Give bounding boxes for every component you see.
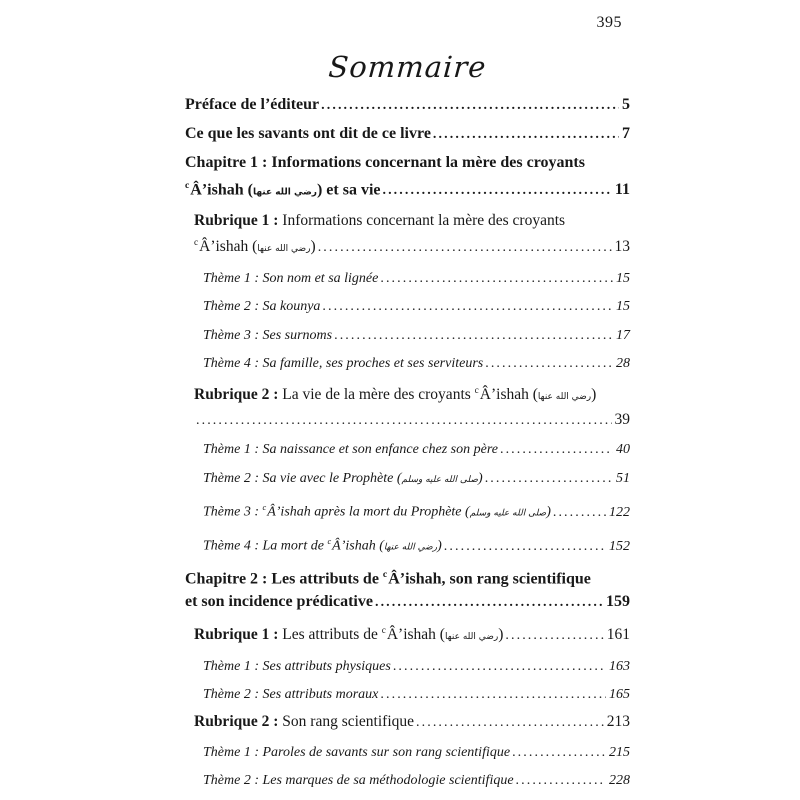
page-number: 28 [616,356,630,372]
transliteration-ayn: c [262,503,267,513]
page-number: 39 [614,410,630,428]
entry-text: Thème 1 : Paroles de savants sur son rang scientifique [203,744,511,760]
dot-leader [334,327,613,345]
entry-label: Rubrique 1 : [194,212,283,230]
entry-text: Informations concernant la mère des croyants [282,212,566,230]
toc-row [203,499,630,523]
toc-entry-text [203,298,320,316]
toc-row [185,123,630,145]
toc-entry-text [194,621,503,647]
toc-entry-text [203,270,378,288]
page-number: 213 [606,713,630,731]
entry-text: ) [478,470,483,486]
arabic-honorific: صلى الله عليه وسلم [401,474,479,485]
toc-row [203,744,630,762]
toc-row [185,175,630,203]
entry-text: ) [546,504,551,520]
entry-text: Â’ishah ( [386,626,445,644]
toc-entry-text [203,772,514,790]
toc-row [194,712,630,733]
entry-text: Thème 1 : Sa naissance et son enfance chez son père [203,442,498,458]
toc-entry-text [194,233,316,259]
page-number: 228 [609,773,630,789]
page-number: 13 [614,238,630,256]
entry-text: Â’ishah ( [479,386,538,404]
entry-text: ) [437,538,442,554]
toc-row [203,327,630,345]
page-number: 152 [609,538,630,554]
entry-text: Ce que les savants ont dit de ce livre [185,125,431,142]
entry-text: Les attributs de [282,626,382,644]
entry-text: Â’ishah ( [190,181,253,199]
dot-leader [512,744,606,762]
dot-leader [433,123,619,145]
toc-entry-text [185,123,431,144]
entry-text: Thème 1 : Son nom et sa lignée [203,270,379,286]
dot-leader [196,410,612,431]
entry-text: Thème 2 : Sa kounya [203,299,321,315]
page-number: 5 [622,96,630,113]
transliteration-ayn: c [327,537,332,547]
toc-entry-text [185,152,585,173]
toc-entry-text [203,441,498,459]
entry-text: ) et sa vie [316,181,381,199]
toc-row [185,564,630,589]
arabic-honorific: رضي الله عنها [252,187,317,198]
toc-row [194,381,630,407]
dot-leader [416,712,604,733]
dot-leader [322,298,613,316]
table-of-contents [185,94,630,790]
page-number: 15 [616,270,630,286]
toc-entry-text [185,94,319,115]
toc-entry-text [203,499,551,523]
toc-entry-text [203,744,510,762]
transliteration-ayn: c [474,386,479,397]
toc-row [203,441,630,459]
toc-entry-text [203,686,378,704]
transliteration-ayn: c [185,180,190,191]
dot-leader [444,538,606,556]
entry-text: Thème 1 : Ses attributs physiques [203,658,391,674]
toc-row [203,270,630,288]
toc-row [185,152,630,173]
toc-entry-text [203,470,483,489]
page-number: 165 [609,687,630,703]
entry-text: Â’ishah ( [332,538,384,554]
dot-leader [393,658,606,676]
page-number: 51 [616,470,630,486]
toc-row [194,410,630,431]
toc-entry-text [203,533,442,557]
arabic-honorific: رضي الله عنها [257,244,311,255]
transliteration-ayn: c [381,626,386,637]
toc-row [203,470,630,489]
page-number: 161 [606,626,630,644]
arabic-honorific: صلى الله عليه وسلم [469,508,547,519]
page-number: 163 [609,658,630,674]
entry-text: ) [591,386,597,404]
toc-entry-text [185,564,591,589]
page-number: 159 [606,593,630,611]
dot-leader [375,591,603,613]
entry-label: Rubrique 2 : [194,386,283,404]
transliteration-ayn: c [194,238,199,249]
entry-text: et son incidence prédicative [185,593,373,611]
toc-entry-text [203,355,483,373]
dot-leader [516,772,606,790]
toc-row [185,94,630,116]
entry-text: Chapitre 2 : Les attributs de [185,570,383,588]
dot-leader [321,94,619,116]
entry-text: Â’ishah, son rang scientifique [388,570,591,588]
toc-row [203,772,630,790]
toc-row [203,533,630,557]
entry-text: Thème 4 : Sa famille, ses proches et ses serviteurs [203,356,484,372]
toc-entry-text [185,175,380,203]
toc-entry-text [203,658,391,676]
toc-row [194,233,630,259]
entry-text: Thème 2 : Sa vie avec le Prophète ( [203,470,402,486]
toc-row [194,621,630,647]
page-number: 15 [616,299,630,315]
dot-leader [485,470,613,488]
page-number: 215 [609,744,630,760]
toc-row [203,355,630,373]
entry-label: Rubrique 1 : [194,626,283,644]
dot-leader [380,686,606,704]
entry-text: ) [498,626,504,644]
toc-row [194,211,630,231]
toc-row [203,658,630,676]
dot-leader [485,355,613,373]
toc-entry-text [194,211,565,231]
dot-leader [382,179,611,201]
page-number: 7 [622,125,630,142]
toc-row [203,686,630,704]
entry-text: Thème 4 : La mort de [203,538,328,554]
entry-text: Chapitre 1 : Informations concernant la mère des croyants [185,154,585,171]
entry-text: Préface de l’éditeur [185,96,320,113]
entry-text: ) [310,238,316,256]
toc-entry-text [194,712,414,732]
arabic-honorific: رضي الله عنها [444,632,499,643]
arabic-honorific: رضي الله عنها [537,392,592,403]
entry-text: La vie de la mère des croyants [282,386,475,404]
entry-text: Son rang scientifique [282,713,415,731]
page-number: 17 [616,327,630,343]
entry-text: Thème 2 : Les marques de sa méthodologie scientifique [203,773,514,789]
toc-row [185,591,630,613]
dot-leader [380,270,613,288]
toc-row [203,298,630,316]
entry-text: Thème 2 : Ses attributs moraux [203,687,379,703]
entry-text: Â’ishah ( [199,238,258,256]
page-number: 11 [614,181,630,199]
page-number: 40 [616,442,630,458]
entry-label: Rubrique 2 : [194,713,283,731]
arabic-honorific: رضي الله عنها [383,542,438,553]
dot-leader [318,237,612,258]
transliteration-ayn: c [382,568,388,580]
entry-text: Â’ishah après la mort du Prophète ( [267,504,470,520]
entry-text: Thème 3 : Ses surnoms [203,327,333,343]
dot-leader [505,625,603,646]
dot-leader [500,441,613,459]
toc-entry-text [185,591,373,612]
toc-entry-text [203,327,332,345]
entry-text: Thème 3 : [203,504,263,520]
dot-leader [553,504,606,522]
page-number: 122 [609,504,630,520]
page-title: Sommaire [327,50,488,84]
toc-entry-text [194,381,596,407]
folio-page-number: 395 [596,14,622,31]
